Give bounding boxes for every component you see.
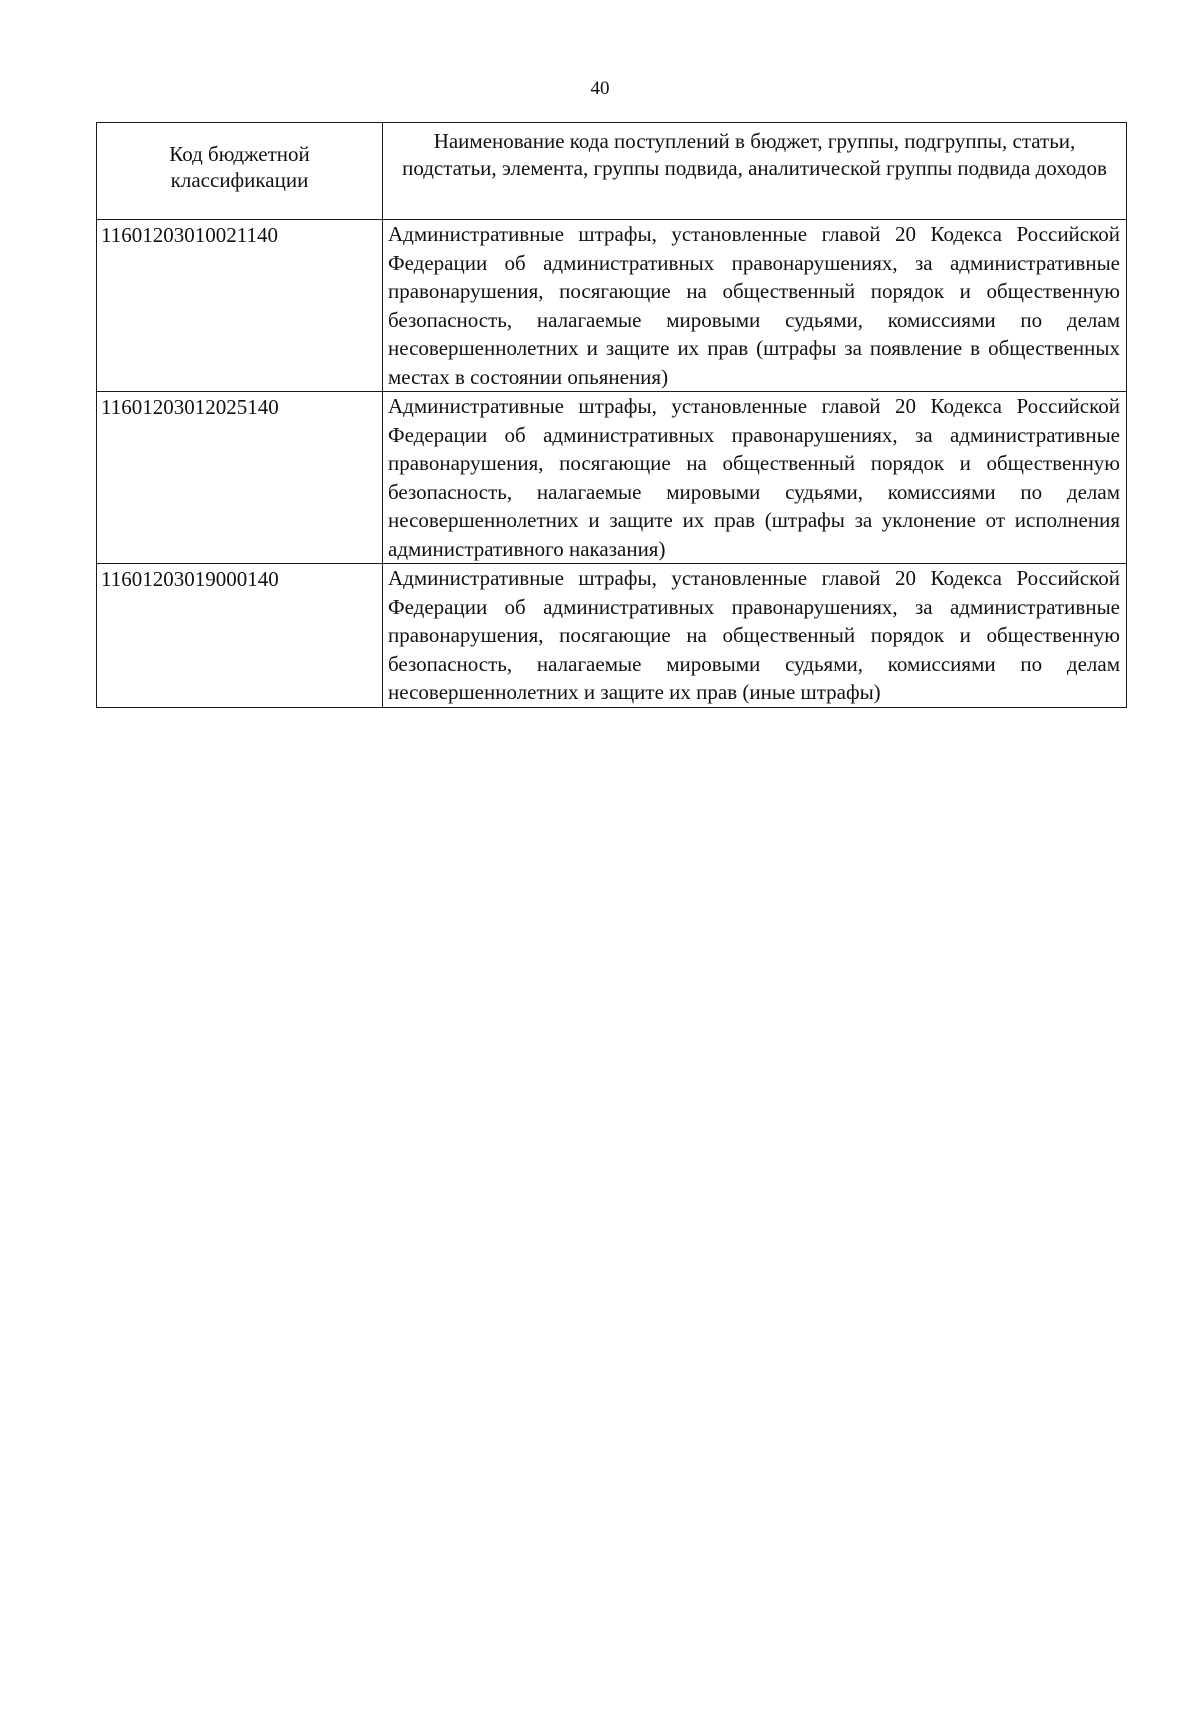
budget-code-cell: 11601203019000140 — [97, 564, 383, 708]
income-name-cell: Административные штрафы, установленные главой 20 Кодекса Российской Федерации об административных правонарушениях, за административные правонарушения, посягающие на общественный порядок и общественную безопасность, налагаемые мировыми судьями, комиссиями по делам несовершеннолетних и защите их прав (штрафы за появление в общественных местах в состоянии опьянения) — [383, 220, 1127, 392]
income-name-cell: Административные штрафы, установленные главой 20 Кодекса Российской Федерации об административных правонарушениях, за административные правонарушения, посягающие на общественный порядок и общественную безопасность, налагаемые мировыми судьями, комиссиями по делам несовершеннолетних и защите их прав (штрафы за уклонение от исполнения административного наказания) — [383, 392, 1127, 564]
table-row — [97, 564, 1127, 708]
table-row — [97, 392, 1127, 564]
table-header-row — [97, 123, 1127, 220]
budget-code-cell: 11601203012025140 — [97, 392, 383, 564]
income-name-cell: Административные штрафы, установленные главой 20 Кодекса Российской Федерации об административных правонарушениях, за административные правонарушения, посягающие на общественный порядок и общественную безопасность, налагаемые мировыми судьями, комиссиями по делам несовершеннолетних и защите их прав (иные штрафы) — [383, 564, 1127, 708]
column-header-name: Наименование кода поступлений в бюджет, группы, подгруппы, статьи, подстатьи, элемента, группы подвида, аналитической группы подвида доходов — [383, 123, 1127, 220]
column-header-code: Код бюджетной классификации — [97, 123, 383, 220]
page-number: 40 — [590, 78, 610, 99]
budget-classification-table — [96, 122, 1127, 708]
table-row — [97, 220, 1127, 392]
budget-code-cell: 11601203010021140 — [97, 220, 383, 392]
